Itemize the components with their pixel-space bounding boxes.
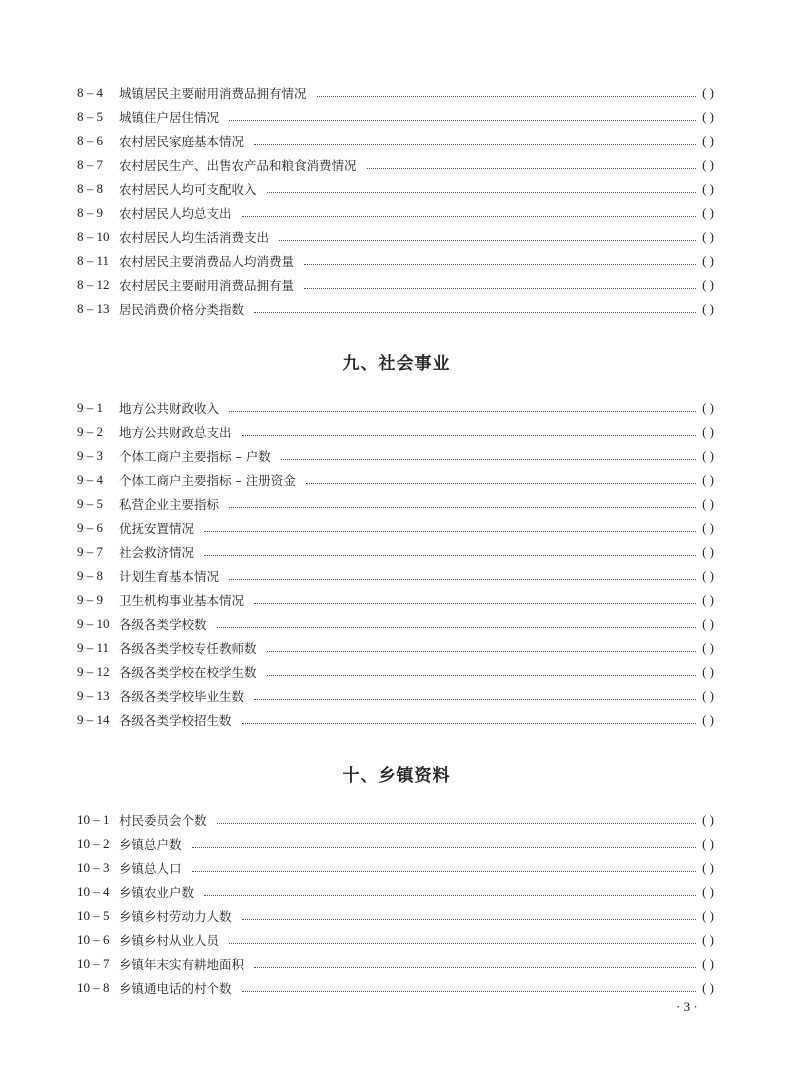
toc-entry[interactable]	[77, 928, 714, 952]
entry-number: 10 – 8	[77, 980, 110, 995]
dot-leader	[254, 603, 696, 604]
entry-title: 居民消费价格分类指数	[119, 302, 245, 317]
entry-number: 10 – 2	[77, 836, 110, 851]
dot-leader	[229, 507, 696, 508]
entry-number: 9 – 13	[77, 688, 110, 703]
dot-leader	[242, 435, 696, 436]
entry-title: 各级各类学校招生数	[119, 713, 232, 728]
entry-page: ( )	[702, 157, 714, 172]
entry-title: 各级各类学校专任教师数	[119, 641, 257, 656]
dot-leader	[317, 96, 696, 97]
entry-number: 9 – 4	[77, 472, 103, 487]
entry-title: 乡镇总人口	[119, 861, 182, 876]
entry-number: 9 – 3	[77, 448, 103, 463]
toc-entry[interactable]	[77, 420, 714, 444]
entry-page: ( )	[702, 836, 714, 851]
entry-number: 9 – 7	[77, 544, 103, 559]
dot-leader	[254, 967, 696, 968]
entry-number: 8 – 9	[77, 205, 103, 220]
toc-entry[interactable]	[77, 660, 714, 684]
entry-number: 8 – 6	[77, 133, 103, 148]
entry-page: ( )	[702, 956, 714, 971]
entry-page: ( )	[702, 616, 714, 631]
toc-section-8	[77, 81, 714, 321]
entry-number: 9 – 2	[77, 424, 103, 439]
entry-page: ( )	[702, 884, 714, 899]
entry-number: 10 – 7	[77, 956, 110, 971]
entry-page: ( )	[702, 448, 714, 463]
toc-entry[interactable]	[77, 249, 714, 273]
dot-leader	[304, 288, 696, 289]
entry-page: ( )	[702, 520, 714, 535]
entry-number: 8 – 10	[77, 229, 110, 244]
entry-page: ( )	[702, 133, 714, 148]
dot-leader	[254, 312, 696, 313]
entry-title: 卫生机构事业基本情况	[119, 593, 245, 608]
toc-entry[interactable]	[77, 904, 714, 928]
dot-leader	[267, 675, 696, 676]
toc-entry[interactable]	[77, 708, 714, 732]
dot-leader	[204, 555, 696, 556]
toc-entry[interactable]	[77, 468, 714, 492]
toc-entry[interactable]	[77, 952, 714, 976]
entry-number: 10 – 4	[77, 884, 110, 899]
dot-leader	[229, 120, 696, 121]
toc-entry[interactable]	[77, 976, 714, 1000]
entry-title: 村民委员会个数	[119, 813, 207, 828]
toc-entry[interactable]	[77, 564, 714, 588]
entry-title: 各级各类学校毕业生数	[119, 689, 245, 704]
entry-number: 10 – 3	[77, 860, 110, 875]
entry-number: 9 – 9	[77, 592, 103, 607]
toc-entry[interactable]	[77, 516, 714, 540]
toc-entry[interactable]	[77, 153, 714, 177]
entry-title: 私营企业主要指标	[119, 497, 220, 512]
dot-leader	[254, 144, 696, 145]
toc-entry[interactable]	[77, 808, 714, 832]
dot-leader	[217, 627, 696, 628]
toc-entry[interactable]	[77, 856, 714, 880]
entry-title: 各级各类学校在校学生数	[119, 665, 257, 680]
entry-page: ( )	[702, 640, 714, 655]
entry-title: 优抚安置情况	[119, 521, 195, 536]
entry-title: 乡镇年末实有耕地面积	[119, 957, 245, 972]
entry-number: 9 – 11	[77, 640, 110, 655]
dot-leader	[304, 264, 696, 265]
dot-leader	[242, 919, 696, 920]
entry-page: ( )	[702, 424, 714, 439]
entry-number: 9 – 10	[77, 616, 110, 631]
entry-title: 城镇住户居住情况	[119, 110, 220, 125]
entry-page: ( )	[702, 812, 714, 827]
entry-page: ( )	[702, 205, 714, 220]
toc-entry[interactable]	[77, 81, 714, 105]
entry-page: ( )	[702, 400, 714, 415]
entry-page: ( )	[702, 109, 714, 124]
toc-entry[interactable]	[77, 612, 714, 636]
entry-title: 个体工商户主要指标 – 户数	[119, 449, 271, 464]
entry-title: 地方公共财政总支出	[119, 425, 232, 440]
dot-leader	[242, 216, 696, 217]
entry-title: 农村居民家庭基本情况	[119, 134, 245, 149]
entry-title: 农村居民主要消费品人均消费量	[119, 254, 295, 269]
dot-leader	[229, 943, 696, 944]
entry-number: 10 – 1	[77, 812, 110, 827]
dot-leader	[279, 240, 696, 241]
toc-entry[interactable]	[77, 297, 714, 321]
entry-number: 9 – 6	[77, 520, 103, 535]
entry-number: 9 – 8	[77, 568, 103, 583]
entry-page: ( )	[702, 592, 714, 607]
dot-leader	[192, 871, 696, 872]
entry-page: ( )	[702, 664, 714, 679]
toc-section-9	[77, 396, 714, 732]
entry-page: ( )	[702, 544, 714, 559]
dot-leader	[367, 168, 696, 169]
entry-page: ( )	[702, 980, 714, 995]
entry-page: ( )	[702, 277, 714, 292]
dot-leader	[242, 991, 696, 992]
dot-leader	[204, 531, 696, 532]
entry-page: ( )	[702, 568, 714, 583]
dot-leader	[192, 847, 696, 848]
dot-leader	[281, 459, 696, 460]
toc-entry[interactable]	[77, 880, 714, 904]
entry-page: ( )	[702, 253, 714, 268]
entry-title: 乡镇乡村从业人员	[119, 933, 220, 948]
entry-page: ( )	[702, 229, 714, 244]
entry-page: ( )	[702, 908, 714, 923]
toc-entry[interactable]	[77, 492, 714, 516]
entry-title: 农村居民人均生活消费支出	[119, 230, 270, 245]
toc-entry[interactable]	[77, 684, 714, 708]
entry-number: 10 – 5	[77, 908, 110, 923]
page-number: · 3 ·	[676, 999, 698, 1014]
entry-title: 乡镇农业户数	[119, 885, 195, 900]
entry-number: 8 – 8	[77, 181, 103, 196]
toc-entry[interactable]	[77, 129, 714, 153]
dot-leader	[217, 823, 696, 824]
entry-title: 农村居民人均可支配收入	[119, 182, 257, 197]
dot-leader	[229, 579, 696, 580]
entry-title: 农村居民主要耐用消费品拥有量	[119, 278, 295, 293]
entry-number: 9 – 1	[77, 400, 103, 415]
dot-leader	[267, 192, 696, 193]
entry-title: 乡镇通电话的村个数	[119, 981, 232, 996]
entry-page: ( )	[702, 472, 714, 487]
dot-leader	[267, 651, 696, 652]
toc-entry[interactable]	[77, 177, 714, 201]
entry-title: 乡镇总户数	[119, 837, 182, 852]
section-heading-9: 九、社会事业	[342, 354, 451, 374]
section-heading-10: 十、乡镇资料	[342, 766, 451, 786]
entry-title: 社会救济情况	[119, 545, 195, 560]
entry-title: 各级各类学校数	[119, 617, 207, 632]
entry-number: 8 – 7	[77, 157, 103, 172]
entry-title: 乡镇乡村劳动力人数	[119, 909, 232, 924]
toc-entry[interactable]	[77, 201, 714, 225]
toc-entry[interactable]	[77, 540, 714, 564]
toc-entry[interactable]	[77, 225, 714, 249]
entry-number: 8 – 5	[77, 109, 103, 124]
entry-page: ( )	[702, 181, 714, 196]
entry-number: 8 – 13	[77, 301, 110, 316]
dot-leader	[242, 723, 696, 724]
entry-title: 农村居民人均总支出	[119, 206, 232, 221]
dot-leader	[306, 483, 696, 484]
entry-number: 8 – 12	[77, 277, 110, 292]
entry-page: ( )	[702, 496, 714, 511]
entry-number: 8 – 11	[77, 253, 110, 268]
dot-leader	[204, 895, 696, 896]
entry-title: 城镇居民主要耐用消费品拥有情况	[119, 86, 307, 101]
entry-number: 9 – 5	[77, 496, 103, 511]
entry-page: ( )	[702, 932, 714, 947]
toc-entry[interactable]	[77, 444, 714, 468]
entry-page: ( )	[702, 712, 714, 727]
entry-page: ( )	[702, 301, 714, 316]
toc-entry[interactable]	[77, 396, 714, 420]
entry-title: 农村居民生产、出售农产品和粮食消费情况	[119, 158, 357, 173]
toc-entry[interactable]	[77, 588, 714, 612]
entry-title: 个体工商户主要指标 – 注册资金	[119, 473, 296, 488]
dot-leader	[229, 411, 696, 412]
entry-title: 地方公共财政收入	[119, 401, 220, 416]
entry-number: 10 – 6	[77, 932, 110, 947]
entry-page: ( )	[702, 85, 714, 100]
toc-entry[interactable]	[77, 105, 714, 129]
toc-entry[interactable]	[77, 832, 714, 856]
entry-title: 计划生育基本情况	[119, 569, 220, 584]
toc-section-10	[77, 808, 714, 1000]
entry-number: 9 – 14	[77, 712, 110, 727]
dot-leader	[254, 699, 696, 700]
entry-page: ( )	[702, 860, 714, 875]
toc-entry[interactable]	[77, 636, 714, 660]
entry-page: ( )	[702, 688, 714, 703]
entry-number: 9 – 12	[77, 664, 110, 679]
entry-number: 8 – 4	[77, 85, 103, 100]
toc-entry[interactable]	[77, 273, 714, 297]
